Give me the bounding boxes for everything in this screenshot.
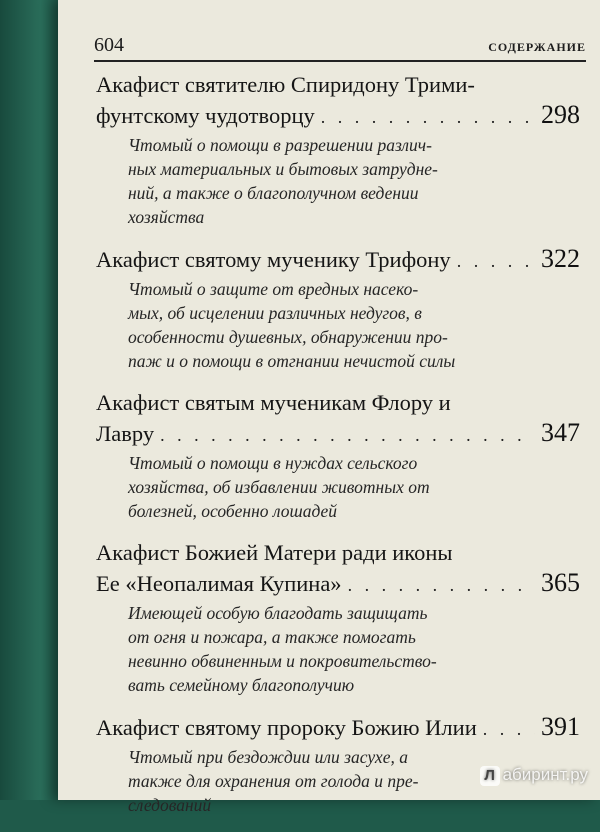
entry-leader-row: [92, 418, 580, 449]
entry-description-line: Чтомый о защите от вредных насеко-: [128, 279, 419, 299]
labyrinth-logo-icon: Л: [480, 766, 500, 786]
entry-title-last-line: Акафист святому пророку Божию Илии: [96, 715, 477, 740]
leader-dots: [348, 575, 535, 596]
entry-title-last-line: Акафист святому мученику Трифону: [96, 247, 451, 272]
entry-description-line: Чтомый о помощи в разрешении различ-: [128, 135, 432, 155]
page-number: 604: [94, 34, 124, 56]
entry-description-line: мых, об исцелении различных недугов, в: [128, 303, 422, 323]
entry-description-line: особенности душевных, обнаружении про-: [128, 327, 448, 347]
entry-title-line: Акафист святым мученикам Флору и: [96, 390, 451, 415]
entry-description-line: следований: [128, 795, 212, 815]
page-header: [94, 30, 586, 62]
entry-description-line: хозяйства, об избавлении животных от: [128, 477, 430, 497]
entry-title-last-line: фунтскому чудотворцу: [96, 103, 315, 128]
entry-description-line: Чтомый при бездождии или засухе, а: [128, 747, 408, 767]
entry-description: [92, 277, 580, 373]
entry-leader-row: [92, 100, 580, 131]
entry-description-line: также для охранения от голода и пре-: [128, 771, 419, 791]
book-spine: [0, 0, 58, 800]
entry-description-line: Чтомый о помощи в нуждах сельского: [128, 453, 418, 473]
entry-title-last-line: Ее «Неопалимая Купина»: [96, 571, 342, 596]
entry-description-line: хозяйства: [128, 207, 205, 227]
book-page: [58, 0, 600, 815]
entry-title: [92, 538, 580, 568]
entry-description-line: Имеющей особую благодать защищать: [128, 603, 428, 623]
leader-dots: [321, 107, 535, 128]
entry-title: [92, 388, 580, 418]
leader-dots: [457, 251, 535, 272]
entry-description-line: невинно обвиненным и покровительство-: [128, 651, 437, 671]
entry-description-line: вать семейному благополучию: [128, 675, 355, 695]
entry-page-number: 322: [541, 244, 580, 273]
table-of-contents: [92, 70, 580, 832]
entry-title-last-line: Лавру: [96, 421, 155, 446]
entry-description: [92, 451, 580, 523]
entry-title-line: Акафист Божией Матери ради иконы: [96, 540, 453, 565]
leader-dots: [160, 425, 535, 446]
entry-description-line: паж и о помощи в отгнании нечистой силы: [128, 351, 456, 371]
entry-description-line: ний, а также о благополучном ведении: [128, 183, 419, 203]
entry-page-number: 391: [541, 712, 580, 741]
entry-page-number: 298: [541, 100, 580, 129]
entry-description-line: ных материальных и бытовых затрудне-: [128, 159, 438, 179]
entry-page-number: 365: [541, 568, 580, 597]
leader-dots: [483, 719, 535, 740]
entry-description-line: от огня и пожара, а также помогать: [128, 627, 416, 647]
entry-title: [92, 70, 580, 100]
toc-entry: [92, 70, 580, 229]
entry-leader-row: [92, 568, 580, 599]
entry-description-line: болезней, особенно лошадей: [128, 501, 338, 521]
entry-leader-row: [92, 712, 580, 743]
entry-description: [92, 601, 580, 697]
watermark-text: абиринт.ру: [502, 765, 588, 785]
entry-page-number: 347: [541, 418, 580, 447]
toc-entry: [92, 388, 580, 523]
watermark: [480, 765, 588, 786]
entry-description: [92, 133, 580, 229]
entry-leader-row: [92, 244, 580, 275]
entry-title-line: Акафист святителю Спиридону Трими-: [96, 72, 475, 97]
toc-entry: [92, 244, 580, 373]
running-title: СОДЕРЖАНИЕ: [488, 40, 586, 54]
toc-entry: [92, 538, 580, 697]
